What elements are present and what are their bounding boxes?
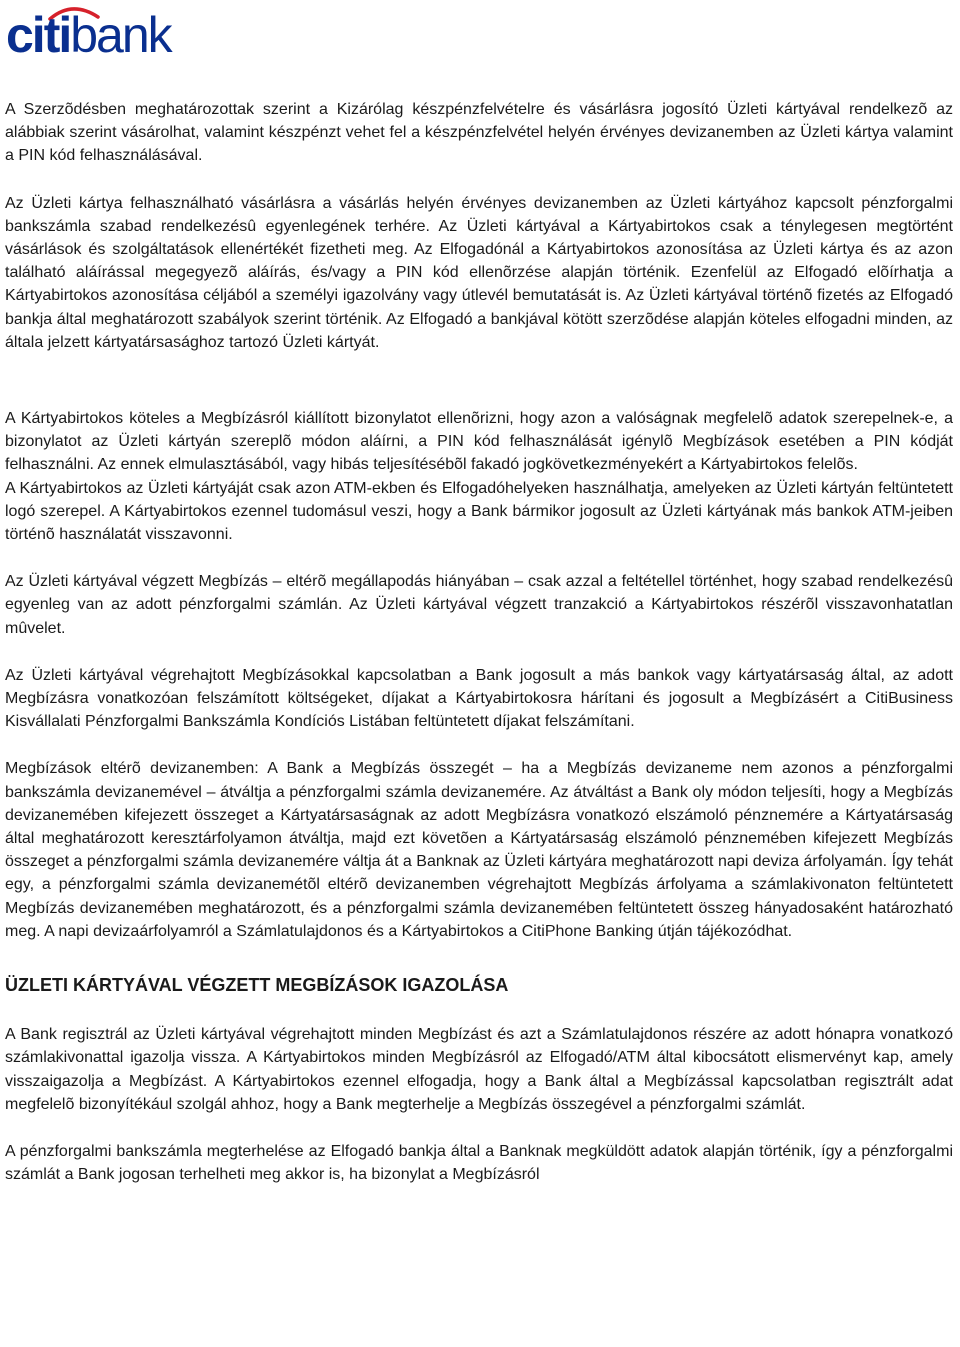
section-heading: ÜZLETI KÁRTYÁVAL VÉGZETT MEGBÍZÁSOK IGAZOLÁSA xyxy=(5,975,509,996)
citibank-logo-mark xyxy=(6,4,196,60)
logo-wordmark: citibank xyxy=(6,7,171,60)
citibank-logo xyxy=(6,4,196,60)
paragraph-atm-usage: A Kártyabirtokos az Üzleti kártyáját csak azon ATM-ekben és Elfogadóhelyeken használhatja, amelyeken az Üzleti kártyán feltüntetett logó szerepel. A Kártyabirtokos ezennel tudomásul veszi, hogy a Bank bármikor jogosult az Üzleti kártyának más bankok ATM-jeiben történõ használatát visszavonni. xyxy=(5,479,953,544)
paragraph-debit-basis: A pénzforgalmi bankszámla megterhelése az Elfogadó bankja által a Banknak megküldött adatok alapján történik, így a pénzforgalmi számlát a Bank jogosan terhelheti meg akkor is, ha bizonylat a Megbízásról xyxy=(5,1142,953,1184)
paragraph-receipt-check: A Kártyabirtokos köteles a Megbízásról kiállított bizonylatot ellenõrizni, hogy azon a valóságnak megfelelõ adatok szerepelnek-e, a bizonylatot az Üzleti kártyán szereplõ módon aláírni, a PIN kód felhasználását igénylõ Megbízások esetében a PIN kódját felhasználni. Az ennek elmulasztásából, vagy hibás teljesítésébõl fakadó jogkövetkezményekért a Kártyabirtokos felelõs. xyxy=(5,410,953,474)
paragraph-registration: A Bank regisztrál az Üzleti kártyával végrehajtott minden Megbízást és azt a Számlatulajdonos részére az adott hónapra vonatkozó számlakivonattal igazolja vissza. A Kártyabirtokos minden Megbízásról az Elfogadó/ATM által kibocsátott elismervényt kap, amely visszaigazolja a Megbízást. A Kártyabirtokos ezennel elfogadja, hogy a Bank által a Megbízással kapcsolatban regisztrált adat megfelelõ bizonyítékául szolgál ahhoz, hogy a Bank megterhelje a Megbízás összegével a pénzforgalmi számlát. xyxy=(5,1026,953,1113)
paragraph-balance-condition: Az Üzleti kártyával végzett Megbízás – eltérõ megállapodás hiányában – csak azzal a feltétellel történhet, hogy szabad rendelkezésû egyenleg van az adott pénzforgalmi számlán. Az Üzleti kártyával végzett tranzakció a Kártyabirtokos részérõl visszavonhatatlan mûvelet. xyxy=(5,573,953,637)
paragraph-card-usage: Az Üzleti kártya felhasználható vásárlásra a vásárlás helyén érvényes devizanemben az Üzleti kártyához kapcsolt pénzforgalmi bankszámla szabad rendelkezésû egyenlegének terhére. Az Üzleti kártyával a Kártyabirtokos csak a ténylegesen megtörtént vásárlások és szolgáltatások ellenértékét fizetheti meg. Az Elfogadónál a Kártyabirtokos azonosítása az Üzleti kártya és az azon található aláírással megegyezõ aláírás, és/vagy a PIN kód ellenõrzése alapján történik. Ezenfelül az Elfogadó elõírhatja a Kártyabirtokos azonosítása céljából a személyi igazolvány vagy útlevél bemutatását is. Az Üzleti kártyával történõ fizetés az Elfogadó bankja által meghatározott szabályok szerint történik. Az Elfogadó a bankjával kötött szerzõdése alapján köteles elfogadni minden, az általa jelzett kártyatársasághoz tartozó Üzleti kártyát. xyxy=(5,194,953,351)
document-body xyxy=(5,98,953,1186)
paragraph-cash-withdrawal: A Szerzõdésben meghatározottak szerint a Kizárólag készpénzfelvételre és vásárlásra jogosító Üzleti kártyával rendelkezõ az alábbiak szerint vásárolhat, valamint készpénzt vehet fel a készpénzfelvétel helyén érvényes devizanemben az Üzleti kártya valamint a PIN kód felhasználásával. xyxy=(5,101,953,165)
paragraph-fees: Az Üzleti kártyával végrehajtott Megbízásokkal kapcsolatban a Bank jogosult a más bankok vagy kártyatársaság által, az adott Megbízásra vonatkozóan felszámított költségeket, díjakat a Kártyabirtokosra hárítani és jogosult a Megbízásért a CitiBusiness Kisvállalati Pénzforgalmi Bankszámla Kondíciós Listában feltüntetett díjakat felszámítani. xyxy=(5,666,953,731)
paragraph-foreign-currency: Megbízások eltérõ devizanemben: A Bank a Megbízás összegét – ha a Megbízás devizaneme nem azonos a pénzforgalmi bankszámla devizanemével – átváltja a pénzforgalmi számla devizanemére. Az átváltást a Bank oly módon teljesíti, hogy a Megbízás devizanemében kifejezett összeget a Kártyatársaságnak az adott Megbízásra vonatkozó elszámoló pénznemére a Kártyatársaság által meghatározott keresztárfolyamon átváltja, majd ezt követõen a Kártyatársaság elszámoló pénznemében kifejezett Megbízás összeget a pénzforgalmi számla devizanemére váltja át a Banknak az Üzleti kártyára meghatározott napi deviza árfolyamán. Így tehát egy, a pénzforgalmi számla devizanemétõl eltérõ devizanemben végrehajtott Megbízás árfolyama a számlakivonaton feltüntetett Megbízás devizanemében meghatározott, és a pénzforgalmi számla devizanemében feltüntetett összeg hányadosaként határozható meg. A napi devizaárfolyamról a Számlatulajdonos és a Kártyabirtokos a CitiPhone Banking útján tájékozódhat. xyxy=(5,760,953,940)
